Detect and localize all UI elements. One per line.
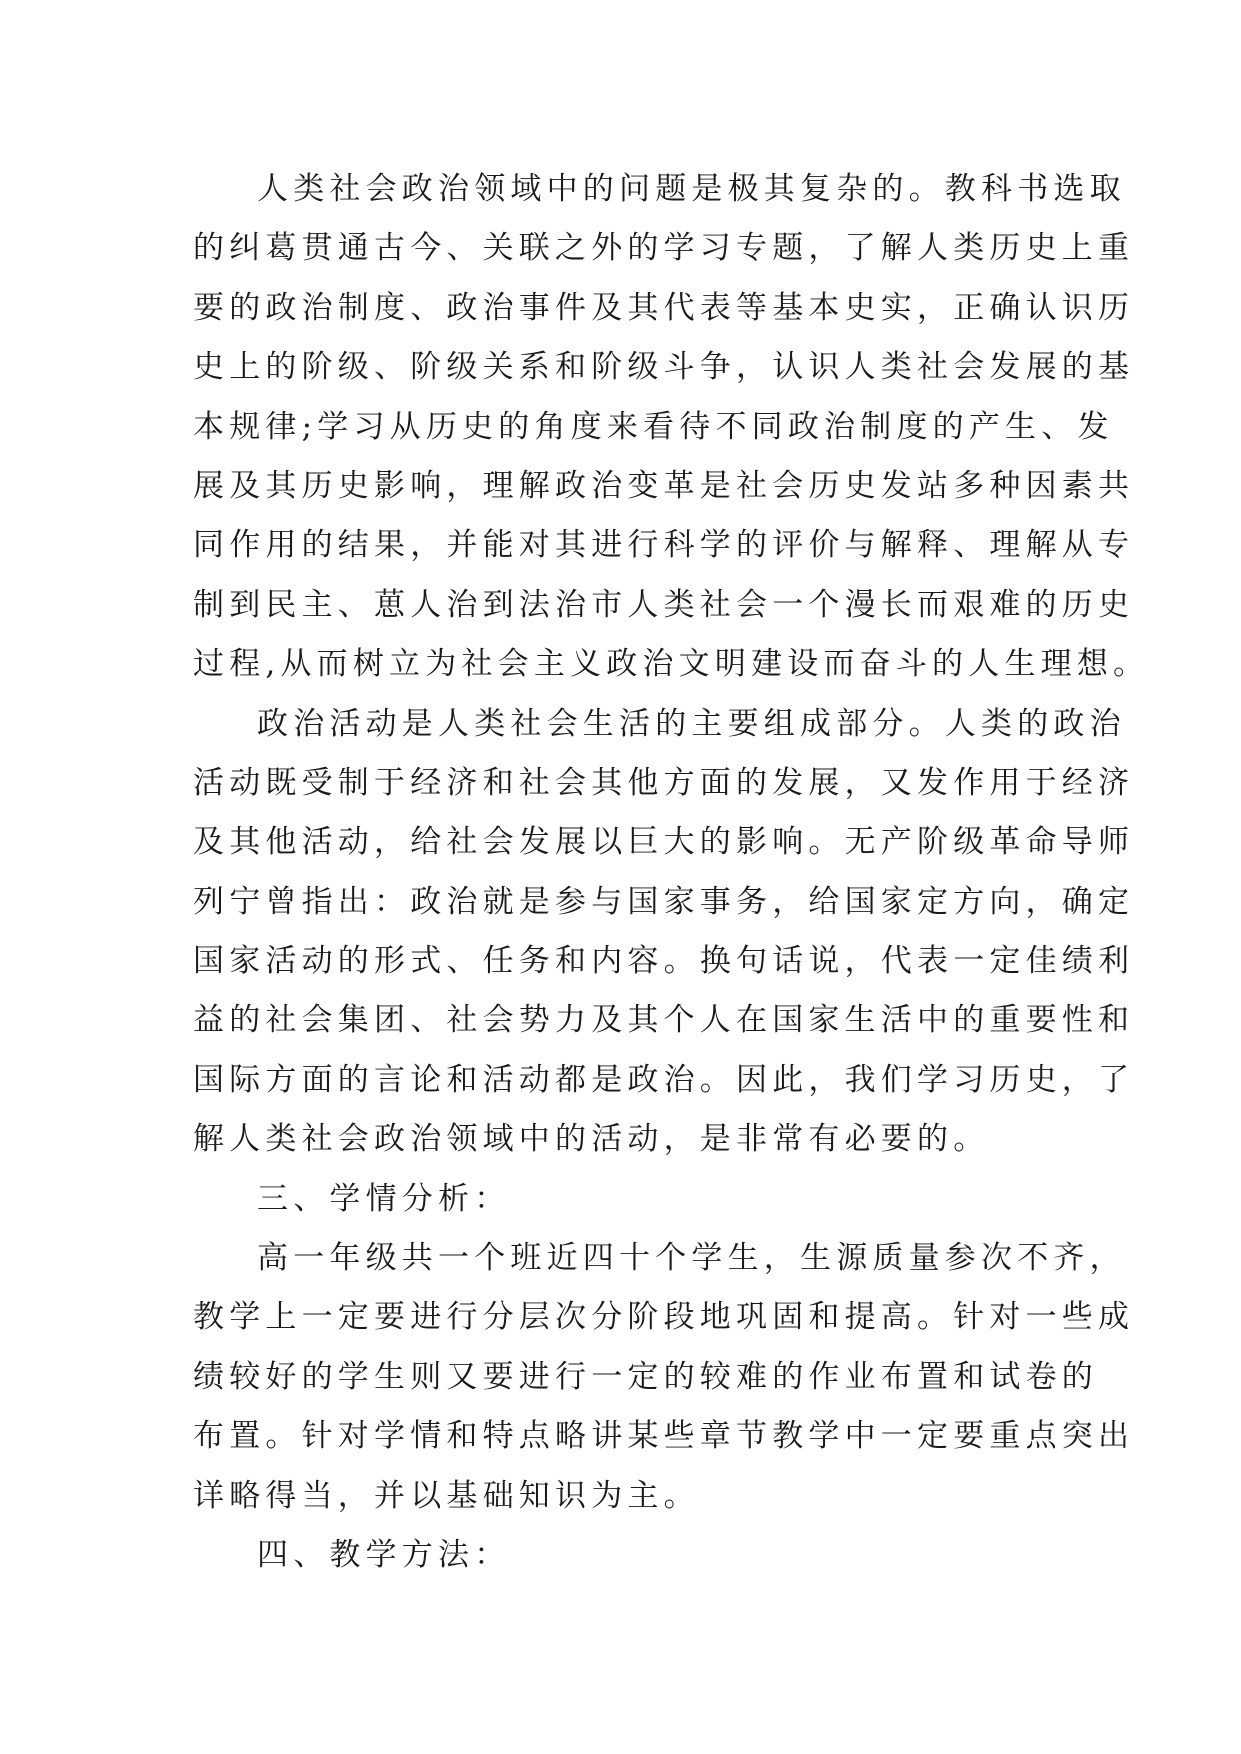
body-text-line: 本规律;学习从历史的角度来看待不同政治制度的产生、发 bbox=[193, 408, 1114, 445]
body-text-line: 制到民主、葸人治到法治市人类社会一个漫长而艰难的历史 bbox=[193, 586, 1135, 623]
body-text-line: 及其他活动，给社会发展以巨大的影响。无产阶级革命导师 bbox=[193, 824, 1135, 861]
body-text-line: 活动既受制于经济和社会其他方面的发展，又发作用于经济 bbox=[193, 764, 1135, 801]
body-text-line: 国家活动的形式、任务和内容。换句话说，代表一定佳绩利 bbox=[193, 943, 1135, 980]
document-body bbox=[193, 160, 1150, 1585]
body-text-line: 展及其历史影响，理解政治变革是社会历史发站多种因素共 bbox=[193, 467, 1135, 504]
body-text-line: 教学上一定要进行分层次分阶段地巩固和提高。针对一些成 bbox=[193, 1299, 1135, 1336]
body-text-line: 国际方面的言论和活动都是政治。因此，我们学习历史，了 bbox=[193, 1061, 1135, 1098]
body-text-line: 过程,从而树立为社会主义政治文明建设而奋斗的人生理想。 bbox=[193, 646, 1150, 683]
body-text-line: 同作用的结果，并能对其进行科学的评价与解释、理解从专 bbox=[193, 527, 1135, 564]
body-text-line: 人类社会政治领域中的问题是极其复杂的。教科书选取 bbox=[257, 171, 1126, 207]
body-text-line: 布置。针对学情和特点略讲某些章节教学中一定要重点突出 bbox=[193, 1418, 1135, 1455]
body-text-line: 政治活动是人类社会生活的主要组成部分。人类的政治 bbox=[257, 705, 1126, 742]
body-text-line: 史上的阶级、阶级关系和阶级斗争，认识人类社会发展的基 bbox=[193, 349, 1135, 386]
section-heading: 四、教学方法： bbox=[257, 1536, 511, 1573]
body-text-line: 绩较好的学生则又要进行一定的较难的作业布置和试卷的 bbox=[193, 1358, 1098, 1395]
section-heading: 三、学情分析： bbox=[257, 1180, 511, 1217]
body-text-line: 的纠葛贯通古今、关联之外的学习专题，了解人类历史上重 bbox=[193, 230, 1135, 267]
body-text-line: 解人类社会政治领域中的活动，是非常有必要的。 bbox=[193, 1121, 990, 1158]
body-text-line: 列宁曾指出：政治就是参与国家事务，给国家定方向，确定 bbox=[193, 883, 1135, 920]
body-text-line: 高一年级共一个班近四十个学生，生源质量参次不齐， bbox=[257, 1240, 1126, 1277]
body-text-line: 益的社会集团、社会势力及其个人在国家生活中的重要性和 bbox=[193, 1002, 1135, 1039]
body-text-line: 详略得当，并以基础知识为主。 bbox=[193, 1477, 700, 1514]
body-text-line: 要的政治制度、政治事件及其代表等基本史实，正确认识历 bbox=[193, 289, 1135, 326]
